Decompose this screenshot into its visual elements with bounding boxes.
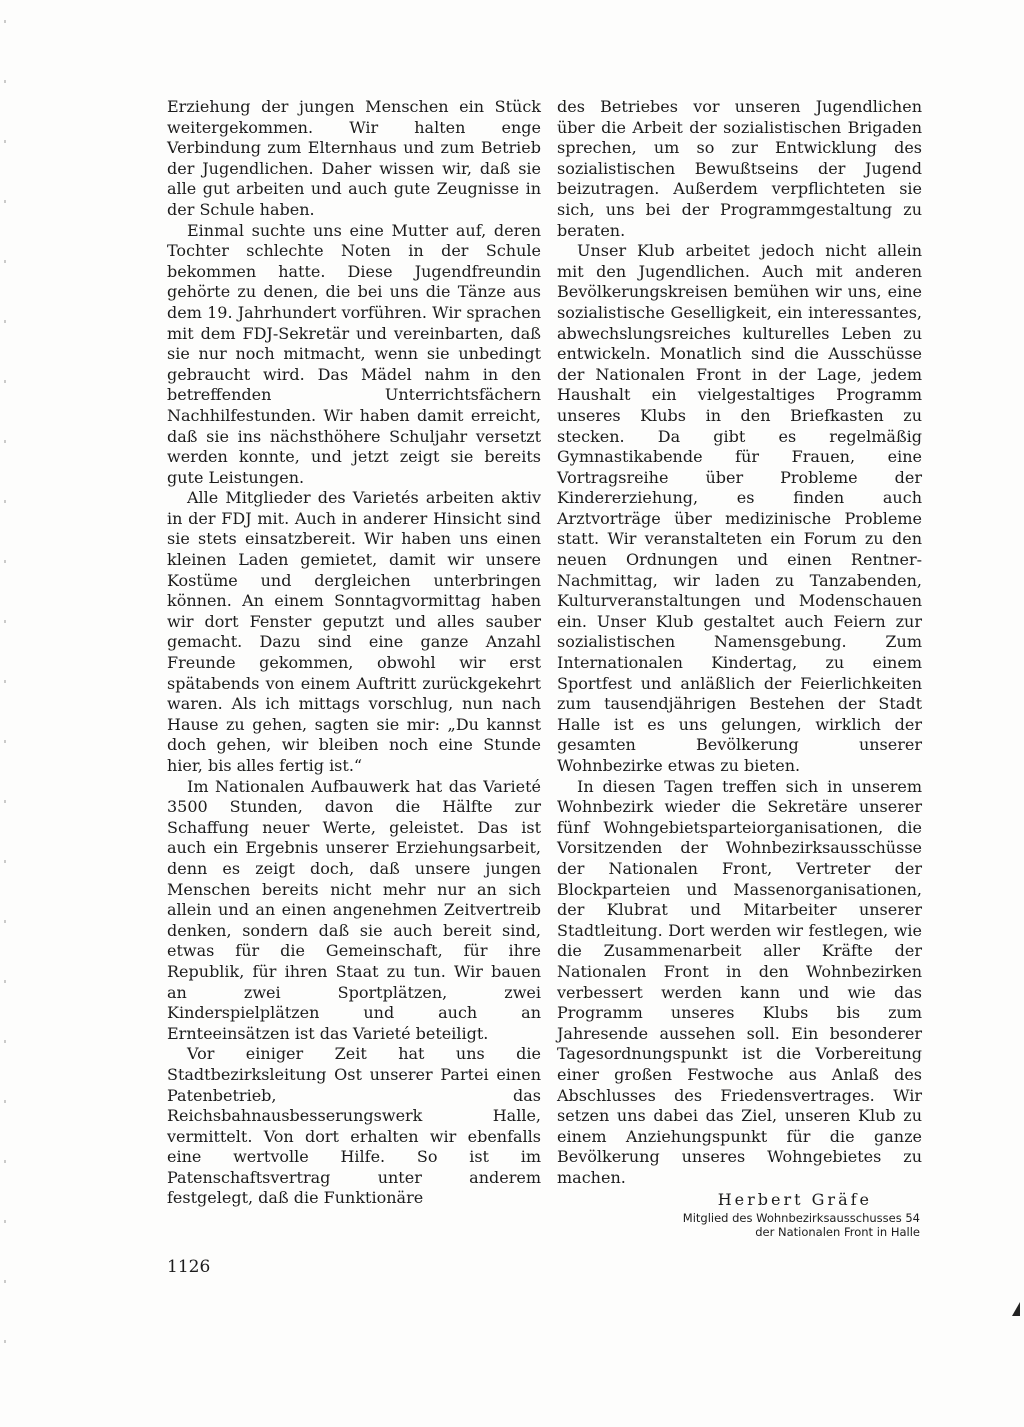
author-role-line-2: der Nationalen Front in Halle bbox=[755, 1225, 920, 1240]
paragraph: Im Nationalen Aufbauwerk hat das Varieté 3500 Stunden, davon die Hälfte zur Schaffung neuer Werte, geleistet. Das ist auch ein Ergebnis unserer Erziehungsarbeit, denn es zeigt doch, daß unsere jungen Menschen bereits nicht mehr nur an sich allein und an einen angenehmen Zeitvertreib denken, sondern daß sie auch bereit sind, etwas für die Gemeinschaft, für ihre Republik, für ihren Staat zu tun. Wir bauen an zwei Sportplätzen, zwei Kinderspielplätzen und auch an Ernteeinsätzen ist das Varieté beteiligt. bbox=[167, 776, 541, 1043]
paragraph: Vor einiger Zeit hat uns die Stadtbezirksleitung Ost unserer Partei einen Patenbetrieb, das Reichsbahnausbesserungswerk Halle, vermittelt. Von dort erhalten wir ebenfalls eine wertvolle Hilfe. So ist im Patenschaftsvertrag unter anderem festgelegt, daß die Funktionäre bbox=[167, 1044, 541, 1208]
paragraph: Einmal suchte uns eine Mutter auf, deren Tochter schlechte Noten in der Schule bekommen hatte. Diese Jugendfreundin gehörte zu denen, die bei uns die Tänze aus dem 19. Jahrhundert vorführen. Wir sprachen mit dem FDJ-Sekretär und vereinbarten, daß sie nur noch mitmacht, wenn sie unbedingt gebraucht wird. Das Mädel nahm in den betreffenden Unterrichtsfächern Nachhilfestunden. Wir haben damit erreicht, daß sie ins nächsthöhere Schuljahr versetzt werden konnte, und jetzt zeigt sie bereits gute Leistungen. bbox=[167, 220, 541, 487]
page-number: 1126 bbox=[167, 1257, 211, 1277]
left-column bbox=[167, 97, 541, 1209]
signature-block bbox=[557, 1190, 922, 1239]
paragraph: des Betriebes vor unseren Jugendlichen über die Arbeit der sozialistischen Brigaden sprechen, um so zur Entwicklung des sozialistischen Bewußtseins der Jugend beizutragen. Außerdem verpflichteten sie sich, uns bei der Programmgestaltung zu beraten. bbox=[557, 97, 922, 240]
author-role-line-1: Mitglied des Wohnbezirksausschusses 54 bbox=[682, 1211, 920, 1226]
paragraph: In diesen Tagen treffen sich in unserem Wohnbezirk wieder die Sekretäre unserer fünf Wohngebietsparteiorganisationen, die Vorsitzenden der Wohnbezirksausschüsse der Nationalen Front, Vertreter der Blockparteien und Massenorganisationen, der Klubrat und Mitarbeiter unserer Stadtleitung. Dort werden wir festlegen, wie die Zusammenarbeit aller Kräfte der Nationalen Front in den Wohnbezirken verbessert werden kann und wie das Programm unseres Klubs bis zum Jahresende aussehen soll. Ein besonderer Tagesordnungspunkt ist die Vorbereitung einer großen Festwoche aus Anlaß des Abschlusses des Friedensvertrages. Wir setzen uns dabei das Ziel, unseren Klub zu einem Anziehungspunkt für die ganze Bevölkerung unseres Wohngebietes zu machen. bbox=[557, 776, 922, 1187]
scan-margin-marks bbox=[4, 20, 6, 1370]
right-column bbox=[557, 97, 922, 1239]
paragraph: Erziehung der jungen Menschen ein Stück weitergekommen. Wir halten enge Verbindung zum Elternhaus und zum Betrieb der Jugendlichen. Daher wissen wir, daß sie alle gut arbeiten und auch gute Zeugnisse in der Schule haben. bbox=[167, 97, 541, 219]
author-name: Herbert Gräfe bbox=[717, 1190, 872, 1210]
corner-triangle-mark bbox=[1012, 1302, 1020, 1316]
paragraph: Unser Klub arbeitet jedoch nicht allein mit den Jugendlichen. Auch mit anderen Bevölkerungskreisen bemühen wir uns, eine sozialistische Geselligkeit, ein interessantes, abwechslungsreiches kulturelles Leben zu entwickeln. Monatlich sind die Ausschüsse der Nationalen Front in der Lage, jedem Haushalt ein vielgestaltiges Programm unseres Klubs in den Briefkasten zu stecken. Da gibt es regelmäßig Gymnastikabende für Frauen, eine Vortragsreihe über Probleme der Kindererziehung, es finden auch Arztvorträge über medizinische Probleme statt. Wir veranstalteten ein Forum zu den neuen Ordnungen und einen Rentner-Nachmittag, wir laden zu Tanzabenden, Kulturveranstaltungen und Modenschauen ein. Unser Klub gestaltet auch Feiern zur sozialistischen Namensgebung. Zum Internationalen Kindertag, zu einem Sportfest und anläßlich der Feierlichkeiten zum tausendjährigen Bestehen der Stadt Halle ist es uns gelungen, wirklich der gesamten Bevölkerung unserer Wohnbezirke etwas zu bieten. bbox=[557, 241, 922, 775]
paragraph: Alle Mitglieder des Varietés arbeiten aktiv in der FDJ mit. Auch in anderer Hinsicht sind sie stets einsatzbereit. Wir haben uns einen kleinen Laden gemietet, damit wir unsere Kostüme und dergleichen unterbringen können. An einem Sonntagvormittag haben wir dort Fenster geputzt und alles sauber gemacht. Dazu sind eine ganze Anzahl Freunde gekommen, obwohl wir erst spätabends von einem Auftritt zurückgekehrt waren. Als ich mittags vorschlug, nun nach Hause zu gehen, sagten sie mir: „Du kannst doch gehen, wir bleiben noch eine Stunde hier, bis alles fertig ist.“ bbox=[167, 488, 541, 775]
